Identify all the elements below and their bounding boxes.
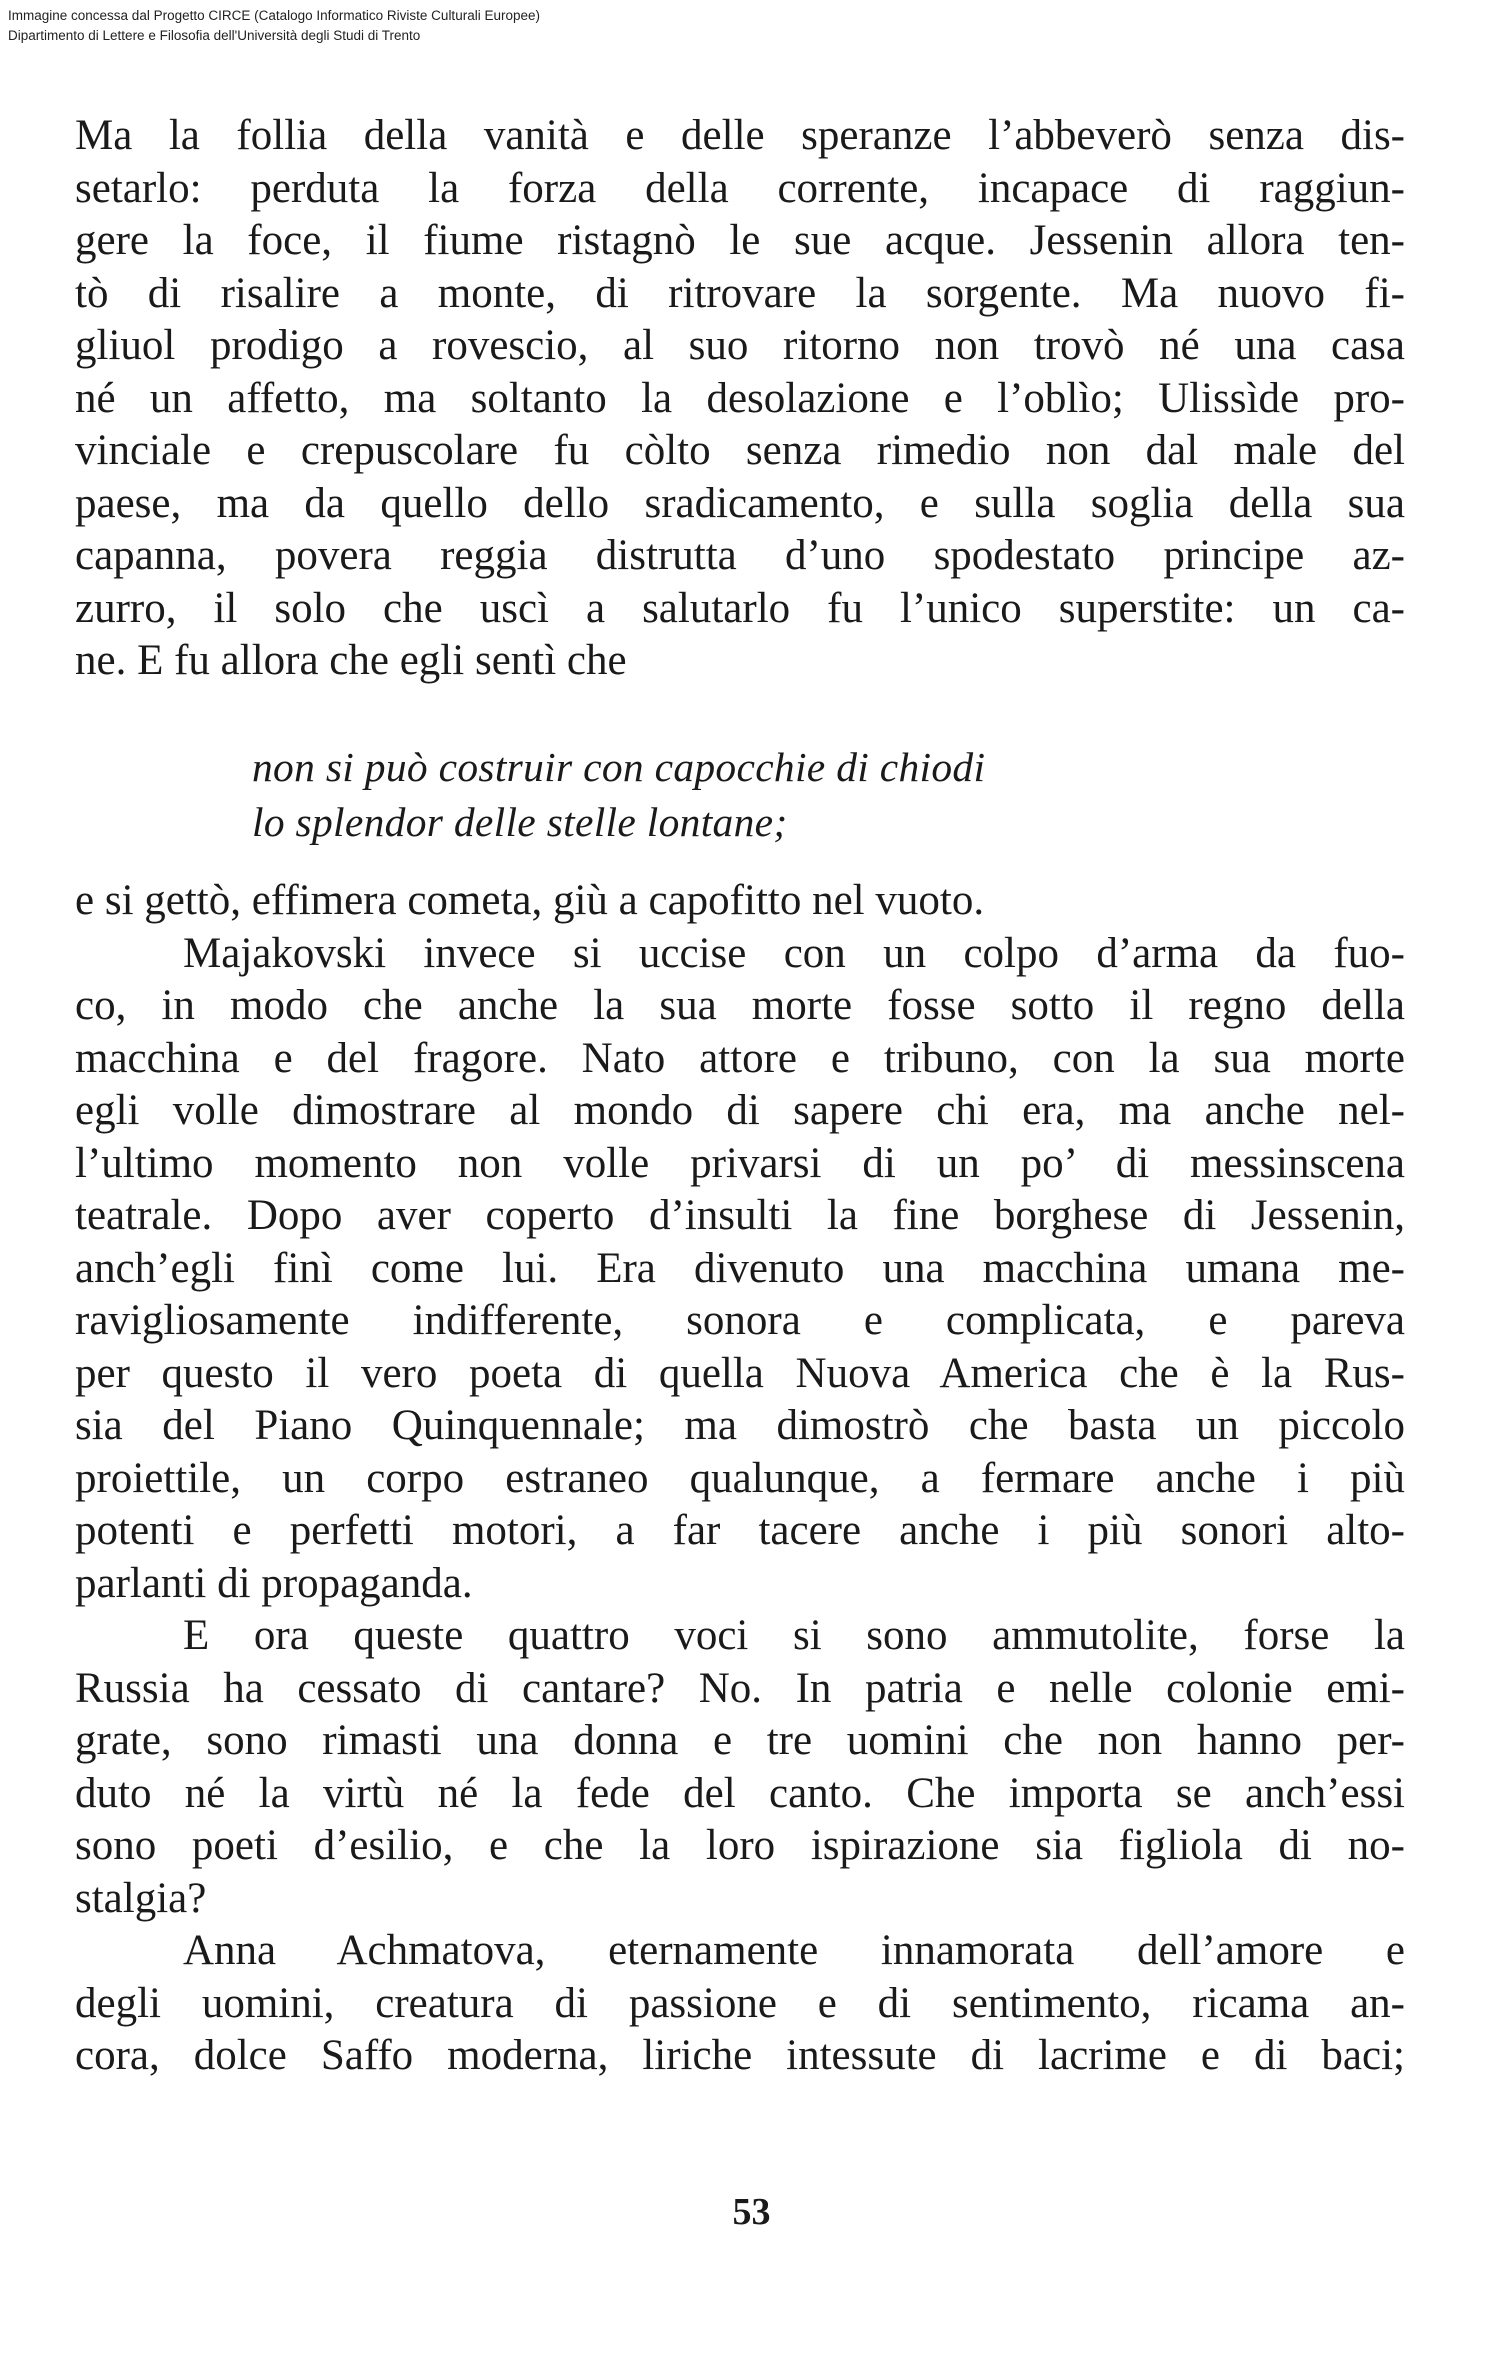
main-text-continued	[75, 875, 1405, 2083]
text-line: per questo il vero poeta di quella Nuova America che è la Rus-	[75, 1349, 1405, 1397]
text-line: egli volle dimostrare al mondo di sapere chi era, ma anche nel-	[75, 1087, 1405, 1134]
text-line: ne. E fu allora che egli sentì che	[75, 637, 627, 684]
text-line: setarlo: perduta la forza della corrente, incapace di raggiun-	[75, 164, 1405, 212]
text-line: vinciale e crepuscolare fu còlto senza rimedio non dal male del	[75, 427, 1405, 474]
text-line: macchina e del fragore. Nato attore e tribuno, con la sua morte	[75, 1034, 1405, 1082]
text-line: zurro, il solo che uscì a salutarlo fu l’unico superstite: un ca-	[75, 584, 1405, 632]
text-line: parlanti di propaganda.	[75, 1559, 473, 1607]
text-line: degli uomini, creatura di passione e di sentimento, ricama an-	[75, 1979, 1405, 2027]
text-line: sia del Piano Quinquennale; ma dimostrò che basta un piccolo	[75, 1402, 1405, 1449]
credit-line-2: Dipartimento di Lettere e Filosofia dell'Università degli Studi di Trento	[8, 28, 421, 43]
text-line: stalgia?	[75, 1874, 207, 1922]
verse-line-2: lo splendor delle stelle lontane;	[252, 799, 788, 845]
text-line: co, in modo che anche la sua morte fosse sotto il regno della	[75, 982, 1405, 1029]
archive-credit-header	[8, 6, 540, 46]
credit-line-1: Immagine concessa dal Progetto CIRCE (Catalogo Informatico Riviste Culturali Europee)	[8, 8, 540, 23]
text-line: Majakovski invece si uccise con un colpo d’arma da fuo-	[183, 929, 1405, 977]
text-line: grate, sono rimasti una donna e tre uomini che non hanno per-	[75, 1717, 1405, 1764]
text-line: ravigliosamente indifferente, sonora e complicata, e pareva	[75, 1297, 1405, 1344]
text-line: sono poeti d’esilio, e che la loro ispirazione sia figliola di no-	[75, 1822, 1405, 1869]
verse-quotation	[252, 740, 985, 850]
page-number: 53	[732, 2191, 771, 2233]
text-line: potenti e perfetti motori, a far tacere anche i più sonori alto-	[75, 1507, 1405, 1554]
text-line: Russia ha cessato di cantare? No. In patria e nelle colonie emi-	[75, 1664, 1405, 1712]
text-line: l’ultimo momento non volle privarsi di un po’ di messinscena	[75, 1139, 1405, 1187]
paragraph-jessenin	[75, 110, 1405, 688]
text-line: capanna, povera reggia distrutta d’uno spodestato principe az-	[75, 532, 1405, 579]
verse-line-1: non si può costruir con capocchie di chiodi	[252, 744, 986, 790]
text-line: cora, dolce Saffo moderna, liriche intessute di lacrime e di baci;	[75, 2032, 1405, 2079]
continuation-line: e si gettò, effimera cometa, giù a capofitto nel vuoto.	[75, 877, 985, 924]
text-line: gliuol prodigo a rovescio, al suo ritorno non trovò né una casa	[75, 322, 1405, 369]
text-line: duto né la virtù né la fede del canto. Che importa se anch’essi	[75, 1769, 1405, 1817]
text-line: Anna Achmatova, eternamente innamorata dell’amore e	[183, 1927, 1405, 1974]
text-line: paese, ma da quello dello sradicamento, e sulla soglia della sua	[75, 479, 1405, 527]
text-line: proiettile, un corpo estraneo qualunque, a fermare anche i più	[75, 1454, 1405, 1502]
text-line: anch’egli finì come lui. Era divenuto una macchina umana me-	[75, 1244, 1405, 1292]
text-line: teatrale. Dopo aver coperto d’insulti la fine borghese di Jessenin,	[75, 1192, 1405, 1239]
text-line: né un affetto, ma soltanto la desolazione e l’oblìo; Ulissìde pro-	[75, 374, 1405, 422]
text-line: E ora queste quattro voci si sono ammutolite, forse la	[183, 1612, 1405, 1659]
text-line: Ma la follia della vanità e delle speranze l’abbeverò senza dis-	[75, 112, 1405, 159]
text-line: tò di risalire a monte, di ritrovare la sorgente. Ma nuovo fi-	[75, 269, 1405, 317]
text-line: gere la foce, il fiume ristagnò le sue acque. Jessenin allora ten-	[75, 217, 1405, 264]
